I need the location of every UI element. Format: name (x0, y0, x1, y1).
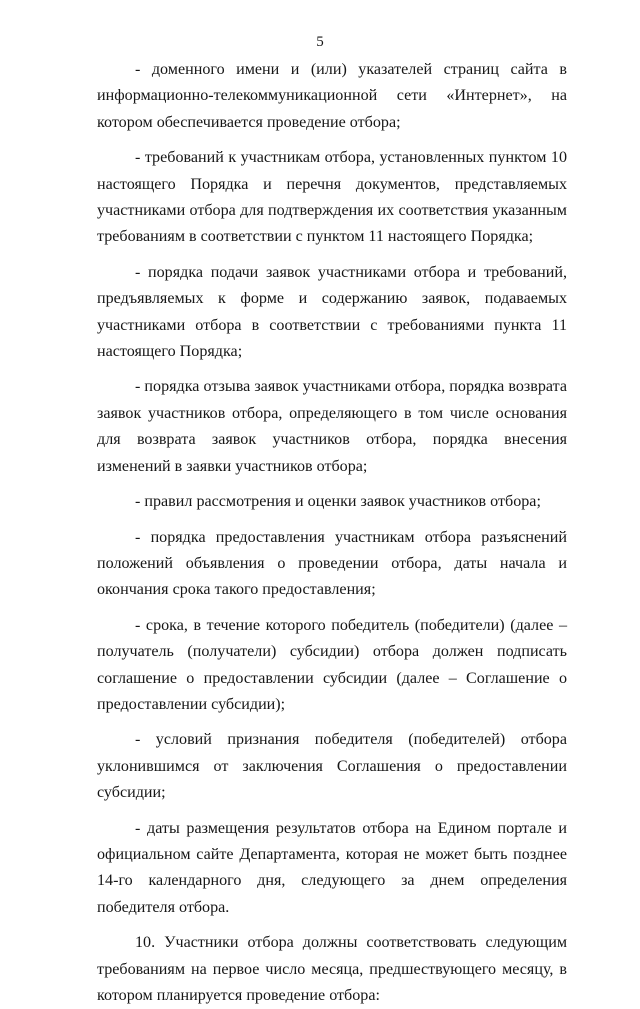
paragraph-participant-requirements: - требований к участникам отбора, установленных пунктом 10 настоящего Порядка и перечня документов, представляемых участниками отбора для подтверждения их соответствия указанным требованиям в соответствии с пунктом 11 настоящего Порядка; (97, 149, 567, 246)
paragraph-agreement-deadline: - срока, в течение которого победитель (победители) (далее – получатель (получатели) субсидии) отбора должен подписать соглашение о предоставлении субсидии (далее – Соглашение о предоставлении субсидии); (97, 616, 567, 713)
paragraph-results-publication: - даты размещения результатов отбора на Едином портале и официальном сайте Департамента, которая не может быть позднее 14-го календарного дня, следующего за днем определения победителя отбора. (97, 819, 567, 916)
paragraph-application-withdrawal: - порядка отзыва заявок участниками отбора, порядка возврата заявок участников отбора, определяющего в том числе основания для возврата заявок участников отбора, порядка внесения изменений в заявки участников отбора; (97, 378, 567, 475)
paragraph-evasion-conditions: - условий признания победителя (победителей) отбора уклонившимся от заключения Соглашения о предоставлении субсидии; (97, 731, 567, 802)
paragraph-domain-name: - доменного имени и (или) указателей страниц сайта в информационно-телекоммуникационной сети «Интернет», на котором обеспечивается проведение отбора; (97, 61, 567, 131)
page-number: 5 (316, 34, 324, 50)
paragraph-evaluation-rules: - правил рассмотрения и оценки заявок участников отбора; (135, 493, 541, 511)
paragraph-section-10: 10. Участники отбора должны соответствовать следующим требованиям на первое число месяца, предшествующего месяцу, в котором планируется проведение отбора: (97, 934, 567, 1004)
paragraph-application-submission: - порядка подачи заявок участниками отбора и требований, предъявляемых к форме и содержанию заявок, подаваемых участниками отбора в соответствии с требованиями пункта 11 настоящего Порядка; (97, 263, 567, 361)
document-body (97, 57, 567, 1009)
paragraph-clarifications: - порядка предоставления участникам отбора разъяснений положений объявления о проведении отбора, даты начала и окончания срока такого предоставления; (97, 528, 567, 599)
